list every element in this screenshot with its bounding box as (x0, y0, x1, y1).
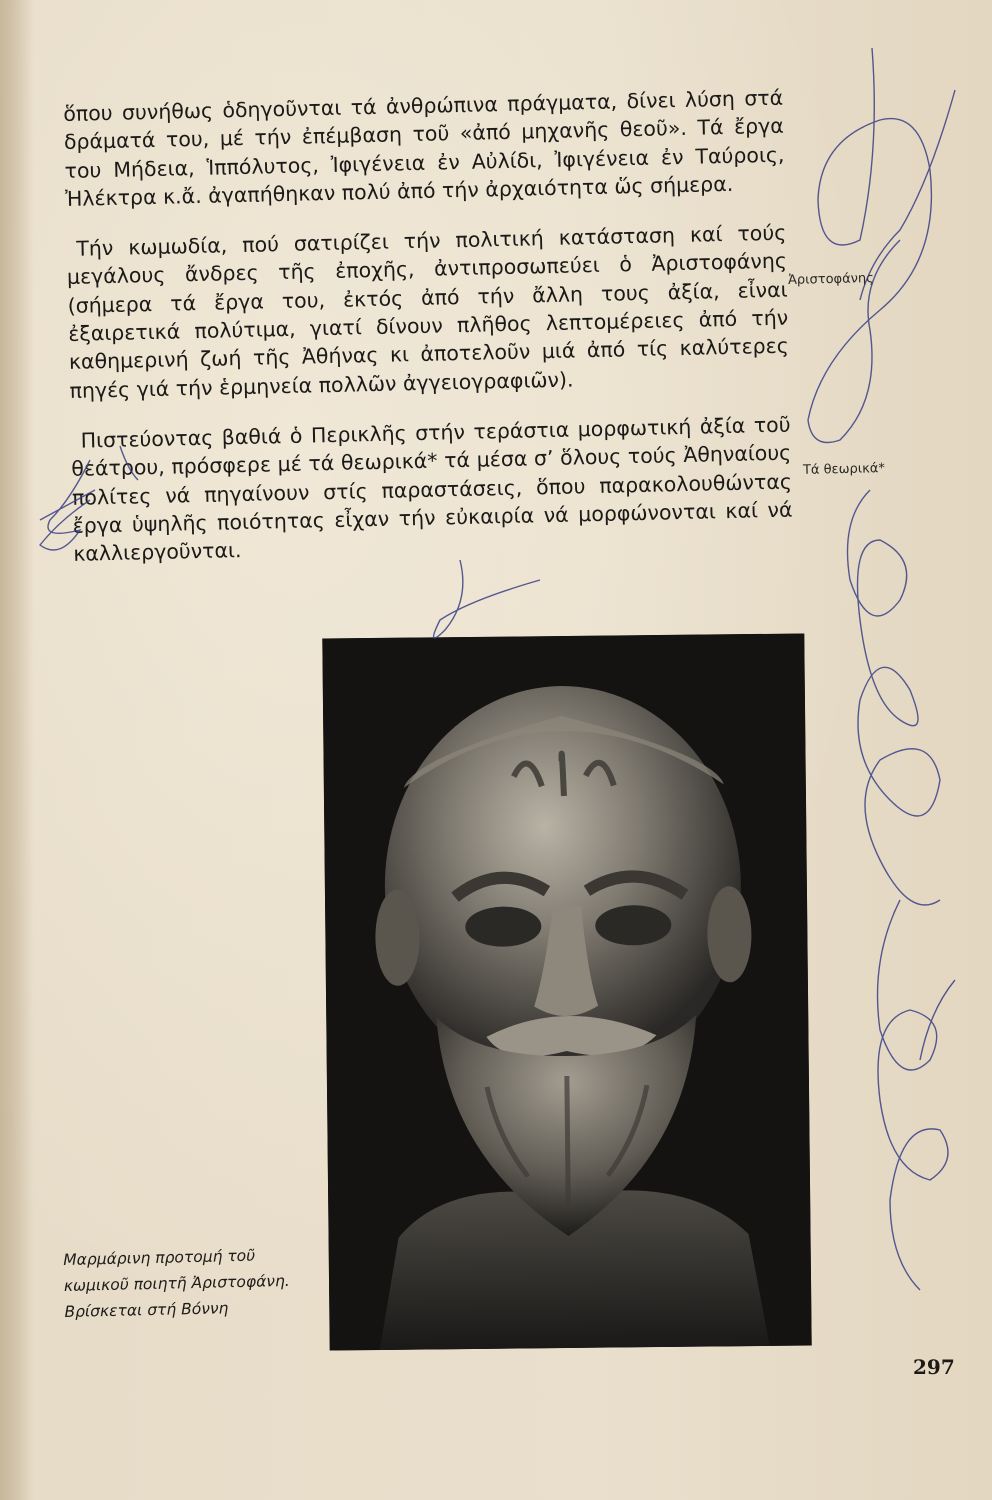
scribble-stroke (848, 490, 941, 905)
bust-photo (322, 633, 811, 1350)
photo-caption (63, 1242, 291, 1325)
body-text (63, 84, 794, 591)
paragraph-pericles: Πιστεύοντας βαθιά ὁ Περικλῆς στήν τεράστια μορφωτική ἀξία τοῦ θεάτρου, πρόσφερε μέ τά θεωρικά* τά μέσα σ’ ὅλους τούς Ἀθηναίους πολίτες νά πηγαίνουν στίς παραστάσεις, ὅπου παρακολουθώντας ἔργα ὑψηλῆς ποιότητας εἶχαν τήν εὐκαιρία νά μορφώνονται καί νά καλλιεργοῦνται. (71, 412, 793, 567)
margin-note-aristophanes: Ἀριστοφάνης (787, 271, 875, 288)
scribble-stroke (860, 90, 955, 300)
scribble-stroke (920, 980, 955, 1060)
margin-note-theorika: Τά θεωρικά* (802, 461, 886, 478)
paragraph-comedy: Τήν κωμωδία, πού σατιρίζει τήν πολιτική κατάσταση καί τούς μεγάλους ἄνδρες τῆς ἐποχῆς, ἀντιπροσωπεύει ὁ Ἀριστοφάνης (σήμερα τά ἔργα του, ἐκτός ἀπό τήν ἄλλη τους ἀξία, εἶναι ἐξαιρετικά πολύτιμα, γιατί δίνουν πλῆθος λεπτομέρειες ἀπό τήν καθημερινή ζωή τῆς Ἀθήνας κι ἀποτελοῦν μιά ἀπό τίς καλύτερες πηγές γιά τήν ἑρμηνεία πολλῶν ἀγγειογραφιῶν). (66, 220, 790, 403)
page-edge-shadow (0, 0, 34, 1500)
bust-image (322, 633, 811, 1350)
caption-line: κωμικοῦ ποιητῆ Ἀριστοφάνη. (63, 1271, 290, 1295)
paragraph-euripides: ὅπου συνήθως ὁδηγοῦνται τά ἀνθρώπινα πράγματα, δίνει λύση στά δράματά του, μέ τήν ἐπέμβαση τοῦ «ἀπό μηχανῆς θεοῦ». Τά ἔργα του Μήδεια, Ἱππόλυτος, Ἰφιγένεια ἐν Αὐλίδι, Ἰφιγένεια ἐν Ταύροις, Ἠλέκτρα κ.ἄ. ἀγαπήθηκαν πολύ ἀπό τήν ἀρχαιότητα ὥς σήμερα. (63, 85, 785, 211)
caption-line: Βρίσκεται στή Βόννη (64, 1299, 229, 1321)
page-number: 297 (913, 1355, 955, 1379)
scribble-stroke (878, 900, 949, 1290)
caption-line: Μαρμάρινη προτομή τοῦ (63, 1246, 256, 1269)
scribble-stroke (808, 48, 931, 443)
